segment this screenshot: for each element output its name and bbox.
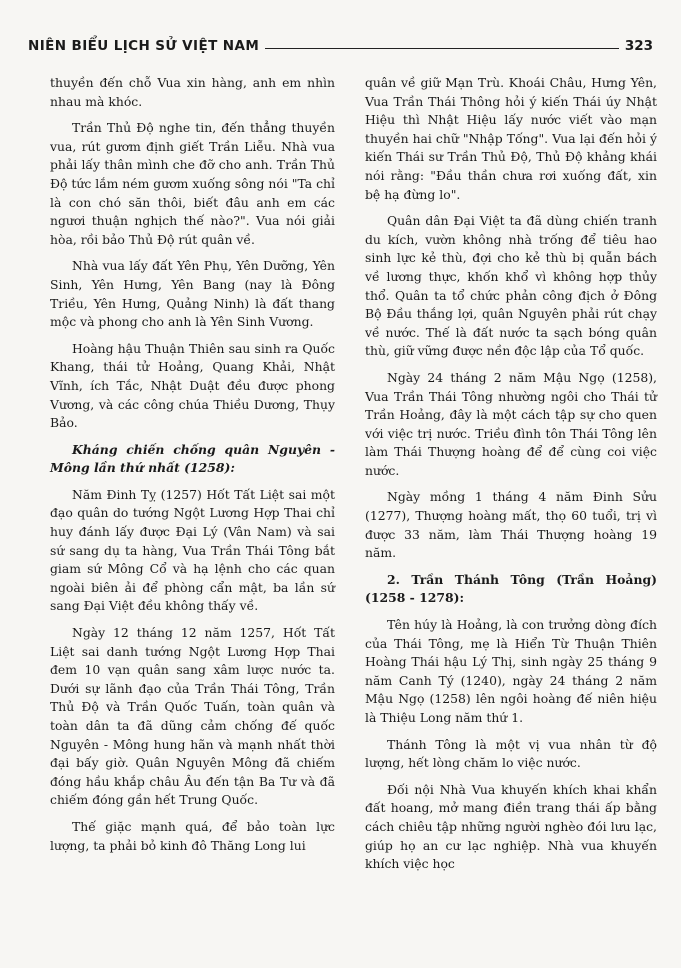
paragraph: Nhà vua lấy đất Yên Phụ, Yên Dưỡng, Yên Sinh, Yên Hưng, Yên Bang (nay là Đông Triều, Yên Hưng, Quảng Ninh) là đất thang mộc và phong cho anh là Yên Sinh Vương. <box>50 258 335 330</box>
page-number: 323 <box>624 38 653 54</box>
right-column <box>365 74 657 882</box>
paragraph: Tên húy là Hoảng, là con trưởng dòng đích của Thái Tông, mẹ là Hiển Từ Thuận Thiên Hoàng Thái hậu Lý Thị, sinh ngày 25 tháng 9 năm Canh Tý (1240), ngày 24 tháng 2 năm Mậu Ngọ (1258) lên ngôi hoàng đế niên hiệu là Thiệu Long năm thứ 1. <box>365 617 657 725</box>
paragraph: Đối nội Nhà Vua khuyến khích khai khẩn đất hoang, mở mang điền trang thái ấp bằng cách chiêu tập những người nghèo đói lưu lạc, giúp họ an cư lạc nghiệp. Nhà vua khuyến khích việc học <box>365 781 657 872</box>
left-column <box>50 74 335 863</box>
running-title: NIÊN BIỂU LỊCH SỬ VIỆT NAM <box>28 38 260 54</box>
header-rule <box>265 48 619 49</box>
paragraph: quân về giữ Mạn Trù. Khoái Châu, Hưng Yên, Vua Trần Thái Thông hỏi ý kiến Thái úy Nhật Hiệu thì Nhật Hiệu lấy nước viết vào mạn thuyền hai chữ "Nhập Tống". Vua lại đến hỏi ý kiến Thái sư Trần Thủ Độ, Thủ Độ khảng khái nói rằng: "Đầu thần chưa rơi xuống đất, xin bệ hạ đừng lo". <box>365 75 657 202</box>
paragraph: Năm Đinh Tỵ (1257) Hốt Tất Liệt sai một đạo quân do tướng Ngột Lương Hợp Thai chỉ huy đánh lấy được Đại Lý (Vân Nam) và sai sứ sang dụ ta hàng, Vua Trần Thái Tông bắt giam sứ Mông Cổ và hạ lệnh cho các quan ngoài biên ải để phòng cẩn mật, ba lần sứ sang Đại Việt đều không thấy về. <box>50 486 335 614</box>
paragraph: thuyền đến chỗ Vua xin hàng, anh em nhìn nhau mà khóc. <box>50 75 335 109</box>
paragraph: Hoàng hậu Thuận Thiên sau sinh ra Quốc Khang, thái tử Hoảng, Quang Khải, Nhật Vĩnh, ích Tắc, Nhật Duật đều được phong Vương, và các công chúa Thiều Dương, Thụy Bảo. <box>50 340 335 431</box>
paragraph: Ngày 12 tháng 12 năm 1257, Hốt Tất Liệt sai danh tướng Ngột Lương Hợp Thai đem 10 vạn quân sang xâm lược nước ta. Dưới sự lãnh đạo của Trần Thái Tông, Trần Thủ Độ và Trần Quốc Tuấn, toàn quân và toàn dân ta đã dũng cảm chống đế quốc Nguyên - Mông hung hãn và mạnh nhất thời đại bấy giờ. Quân Nguyên Mông đã chiếm đóng hầu khắp châu Âu đến tận Ba Tư và đã chiếm đóng gần hết Trung Quốc. <box>50 625 335 808</box>
paragraph: Thánh Tông là một vị vua nhân từ độ lượng, hết lòng chăm lo việc nước. <box>365 736 657 771</box>
paragraph: Ngày 24 tháng 2 năm Mậu Ngọ (1258), Vua Trần Thái Tông nhường ngôi cho Thái tử Trần Hoảng, đây là một cách tập sự cho quen với việc trị nước. Triều đình tôn Thái Tông lên làm Thái Thượng hoàng để để cùng coi việc nước. <box>365 369 657 478</box>
paragraph: Thế giặc mạnh quá, để bảo toàn lực lượng, ta phải bỏ kinh đô Thăng Long lui <box>50 818 335 853</box>
paragraph: Trần Thủ Độ nghe tin, đến thẳng thuyền vua, rút gươm định giết Trần Liễu. Nhà vua phải lấy thân mình che đỡ cho anh. Trần Thủ Độ tức lắm ném gươm xuống sông nói "Ta chỉ là con chó săn thôi, biết đâu anh em các ngươi thuận nghịch thế nào?". Vua nói giải hòa, rồi bảo Thủ Độ rút quân về. <box>50 120 335 247</box>
page-header <box>28 34 653 54</box>
paragraph: Ngày mồng 1 tháng 4 năm Đinh Sửu (1277), Thượng hoàng mất, thọ 60 tuổi, trị vì được 33 năm, làm Thái Thượng hoàng 19 năm. <box>365 489 657 561</box>
section-heading: 2. Trần Thánh Tông (Trần Hoảng) (1258 - 1278): <box>365 571 657 606</box>
paragraph: Quân dân Đại Việt ta đã dùng chiến tranh du kích, vườn không nhà trống để tiêu hao sinh lực kẻ thù, đợi cho kẻ thù bị quẫn bách về lương thực, khốn khổ vì không hợp thủy thổ. Quân ta tổ chức phản công địch ở Đông Bộ Đầu thắng lợi, quân Nguyên phải rút chạy về nước. Thế là đất nước ta sạch bóng quân thù, giữ vững được nền độc lập của Tổ quốc. <box>365 213 657 359</box>
section-heading: Kháng chiến chống quân Nguyên - Mông lần thứ nhất (1258): <box>50 441 335 476</box>
